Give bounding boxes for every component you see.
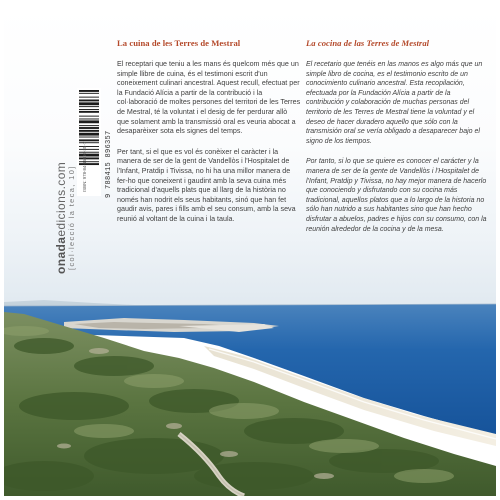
- catalan-text: [117, 60, 301, 225]
- collection-label: [col·lecció la teca, 10]: [67, 165, 76, 270]
- catalan-title: La cuina de les Terres de Mestral: [117, 38, 241, 48]
- barcode-icon: [77, 88, 101, 196]
- spanish-paragraph-2: Por tanto, si lo que se quiere es conocer el carácter y la manera de ser de la gente de Vandellòs i l'Hospitalet de l'Infant, Pratdip y Tivissa, no hay mejor manera de hacerlo que conociendo y disfrutando con su cocina más tradicional, aquellos platos que a lo largo de la historia no sólo han nutrido a sus habitantes sino que han hecho disfrutar a abuelos, padres e hijos con su consumo, con la reunión alrededor de la cocina y de la mesa.: [306, 158, 487, 233]
- spanish-paragraph-1: El recetario que tenéis en las manos es algo más que un simple libro de cocina, es el testimonio escrito de un conocimiento culinario ancestral. Esta recopilación, efectuada por la Fundación Alícia a partir de la contribución y colaboración de muchas personas del territorio de les Terres de Mestral tiene la voluntad y el deseo de hacer duradero aquello que sólo con la transmisión oral se vería obligado a desaparecer bajo el signo de los tiempos.: [306, 61, 483, 145]
- spanish-text: [306, 60, 490, 234]
- catalan-paragraph-1: El receptari que teniu a les mans és quelcom més que un simple llibre de cuina, és el testimoni escrit d'un coneixement culinari ancestral. Aquest recull, efectuat per la Fundació Alícia a partir de la contribució i la col·laboració de moltes persones del territori de les Terres de Mestral, té la voluntat i el desig de fer perdurar allò que solament amb la transmissió oral es veuria abocat a desaparèixer sota els signes del temps.: [117, 60, 301, 136]
- spanish-title: La cocina de las Terres de Mestral: [306, 38, 430, 48]
- catalan-paragraph-2: Per tant, si el que es vol és conèixer el caràcter i la manera de ser de la gent de Vandellòs i l'Hospitalet de l'Infant, Pratdip i Tivissa, no hi ha una millor manera de fer-ho que coneixent i gaudint amb la seva cuina més tradicional d'aquells plats que al llarg de la història no només han nodrit els seus habitants, sinó que han fet gaudir avis, pares i fills amb el seu consum, amb la seva reunió al voltant de la cuina i la taula.: [117, 147, 296, 223]
- isbn-text: ISBN: 978-84-15896-35-7: [82, 141, 87, 192]
- publisher-brand-rest: edicions.com: [54, 161, 68, 237]
- publisher-website: [54, 162, 68, 274]
- ean-number: 9 788415 896357: [105, 130, 113, 198]
- publisher-brand-bold: onada: [54, 236, 68, 274]
- book-back-cover: [4, 6, 496, 496]
